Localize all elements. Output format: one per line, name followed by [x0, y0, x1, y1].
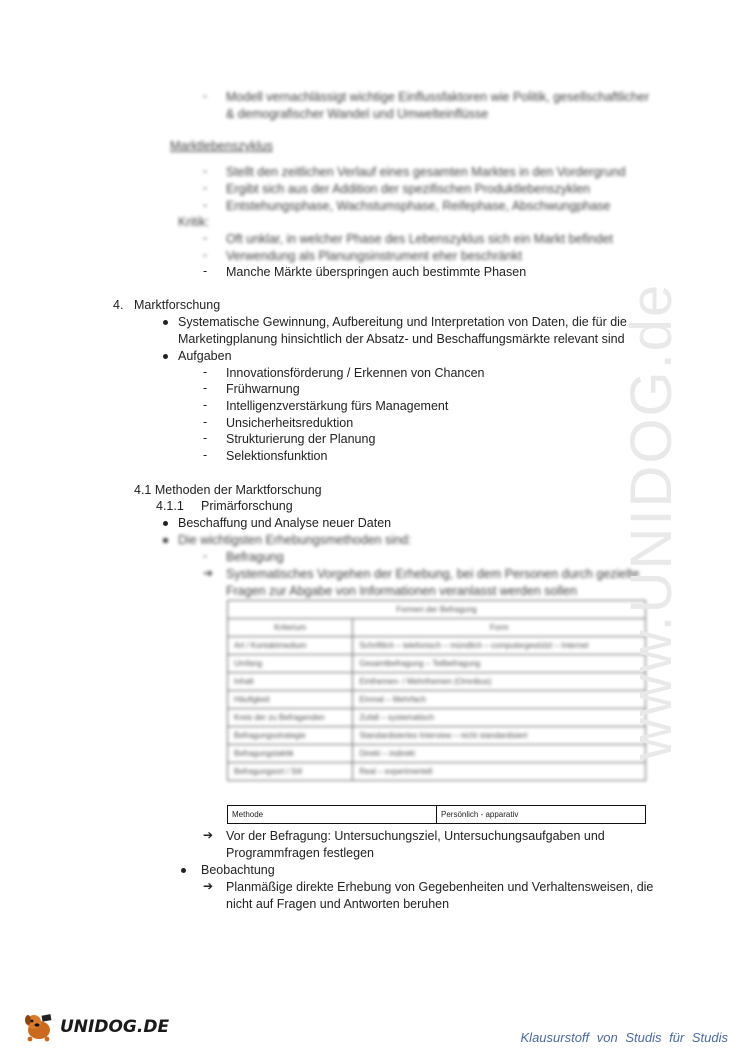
bullet-text: Beobachtung [201, 863, 275, 877]
dash: - [203, 448, 208, 462]
bullet-icon [163, 538, 168, 543]
table-cell: Gesamtbefragung – Teilbefragung [353, 655, 646, 673]
dash: - [203, 181, 208, 195]
table-row [228, 745, 646, 763]
table-cell: Art / Kontaktmedium [228, 637, 353, 655]
bullet-text: Aufgaben [178, 349, 232, 363]
arrow-text: Planmäßige direkte Erhebung von Gegebenheiten und Verhaltensweisen, die [226, 880, 654, 894]
table-row [228, 673, 646, 691]
table-row [228, 727, 646, 745]
table-cell: Befragungsort / Stil [228, 763, 353, 781]
task-item: Strukturierung der Planung [226, 432, 376, 446]
dash: - [203, 415, 208, 429]
watermark: www.UNIDOG.de [619, 282, 684, 760]
table-cell: Zufall – systematisch [353, 709, 646, 727]
section-title: Marktforschung [134, 298, 221, 312]
footer-slogan: Klausurstoff von Studis für Studis [520, 1030, 728, 1045]
bullet-icon [163, 521, 168, 526]
dash: - [203, 164, 208, 178]
task-item: Innovationsförderung / Erkennen von Chancen [226, 366, 485, 380]
dash: - [203, 431, 208, 445]
table-cell: Persönlich - apparativ [437, 806, 646, 824]
table-cell: Standardisiertes Interview – nicht standardisiert [353, 727, 646, 745]
task-item: Selektionsfunktion [226, 449, 328, 463]
arrow-icon: ➔ [203, 566, 214, 580]
table-row [228, 637, 646, 655]
blurred-text: Verwendung als Planungsinstrument eher beschränkt [226, 249, 523, 263]
dash: - [203, 248, 208, 262]
unidog-logo[interactable] [22, 1010, 169, 1044]
table-cell: Inhalt [228, 673, 353, 691]
table-cell: Befragungstaktik [228, 745, 353, 763]
table-cell: Einthemen- / Mehrthemen (Omnibus) [353, 673, 646, 691]
table-cell: Einmal – Mehrfach [353, 691, 646, 709]
arrow-text: Vor der Befragung: Untersuchungsziel, Untersuchungsaufgaben und [226, 829, 605, 843]
task-item: Frühwarnung [226, 382, 300, 396]
dash: - [203, 198, 208, 212]
blurred-text: Stellt den zeitlichen Verlauf eines gesamten Marktes in den Vordergrund [226, 165, 626, 179]
task-item: Unsicherheitsreduktion [226, 416, 354, 430]
bullet-text: Marketingplanung hinsichtlich der Absatz- und Beschaffungsmärkte relevant sind [178, 332, 625, 346]
table-row [228, 655, 646, 673]
blurred-heading: Marktlebenszyklus [170, 139, 273, 153]
blurred-label: Kritik: [178, 215, 210, 229]
dash: - [203, 264, 208, 278]
dash: - [203, 365, 208, 379]
blurred-table [227, 600, 646, 781]
table-header: Form [353, 619, 646, 637]
blurred-text: Systematisches Vorgehen der Erhebung, bei dem Personen durch gezielte [226, 567, 640, 581]
table-cell: Real – experimentell [353, 763, 646, 781]
blurred-text: Die wichtigsten Erhebungsmethoden sind: [178, 533, 412, 547]
dash: - [203, 89, 208, 103]
section-number: 4. [113, 298, 124, 312]
blurred-text: Oft unklar, in welcher Phase des Lebenszyklus sich ein Markt befindet [226, 232, 614, 246]
arrow-text: Programmfragen festlegen [226, 846, 374, 860]
table-cell: Befragungsstrategie [228, 727, 353, 745]
subsubsection-number: 4.1.1 [156, 499, 184, 513]
table-cell: Häufigkeit [228, 691, 353, 709]
blurred-text: & demografischer Wandel und Umwelteinflüsse [226, 107, 489, 121]
table-title: Formen der Befragung [228, 601, 646, 619]
task-item: Intelligenzverstärkung fürs Management [226, 399, 449, 413]
table-cell: Schriftlich – telefonisch – mündlich – computergestützt – Internet [353, 637, 646, 655]
blurred-text: Fragen zur Abgabe von Informationen veranlasst werden sollen [226, 584, 577, 598]
bullet-icon [163, 320, 168, 325]
dash: - [203, 398, 208, 412]
bullet-text: Beschaffung und Analyse neuer Daten [178, 516, 392, 530]
bullet-icon [181, 868, 186, 873]
table-row [228, 691, 646, 709]
subsection-heading: 4.1 Methoden der Marktforschung [134, 483, 322, 497]
blurred-text: Ergibt sich aus der Addition der spezifischen Produktlebenszyklen [226, 182, 591, 196]
befragung-table [227, 600, 646, 824]
arrow-text: nicht auf Fragen und Antworten beruhen [226, 897, 450, 911]
dash: - [203, 231, 208, 245]
table-last-row [227, 805, 646, 824]
table-cell: Umfang [228, 655, 353, 673]
dog-icon [22, 1010, 56, 1044]
table-cell: Direkt – indirekt [353, 745, 646, 763]
table-row [228, 763, 646, 781]
blurred-text: Entstehungsphase, Wachstumsphase, Reifephase, Abschwungphase [226, 199, 611, 213]
arrow-icon: ➔ [203, 879, 214, 893]
dash: - [203, 381, 208, 395]
subsubsection-title: Primärforschung [201, 499, 293, 513]
blurred-text: Befragung [226, 550, 284, 564]
arrow-icon: ➔ [203, 828, 214, 842]
logo-text: UNIDOG.DE [60, 1017, 170, 1037]
table-row [228, 709, 646, 727]
bullet-text: Systematische Gewinnung, Aufbereitung und Interpretation von Daten, die für die [178, 315, 627, 329]
bullet-icon [163, 354, 168, 359]
table-header: Kriterium [228, 619, 353, 637]
dash: - [203, 549, 208, 563]
table-cell: Kreis der zu Befragenden [228, 709, 353, 727]
blurred-text: Modell vernachlässigt wichtige Einflussfaktoren wie Politik, gesellschaftlicher [226, 90, 650, 104]
kritik-item: Manche Märkte überspringen auch bestimmte Phasen [226, 265, 527, 279]
table-cell: Methode [228, 806, 437, 824]
